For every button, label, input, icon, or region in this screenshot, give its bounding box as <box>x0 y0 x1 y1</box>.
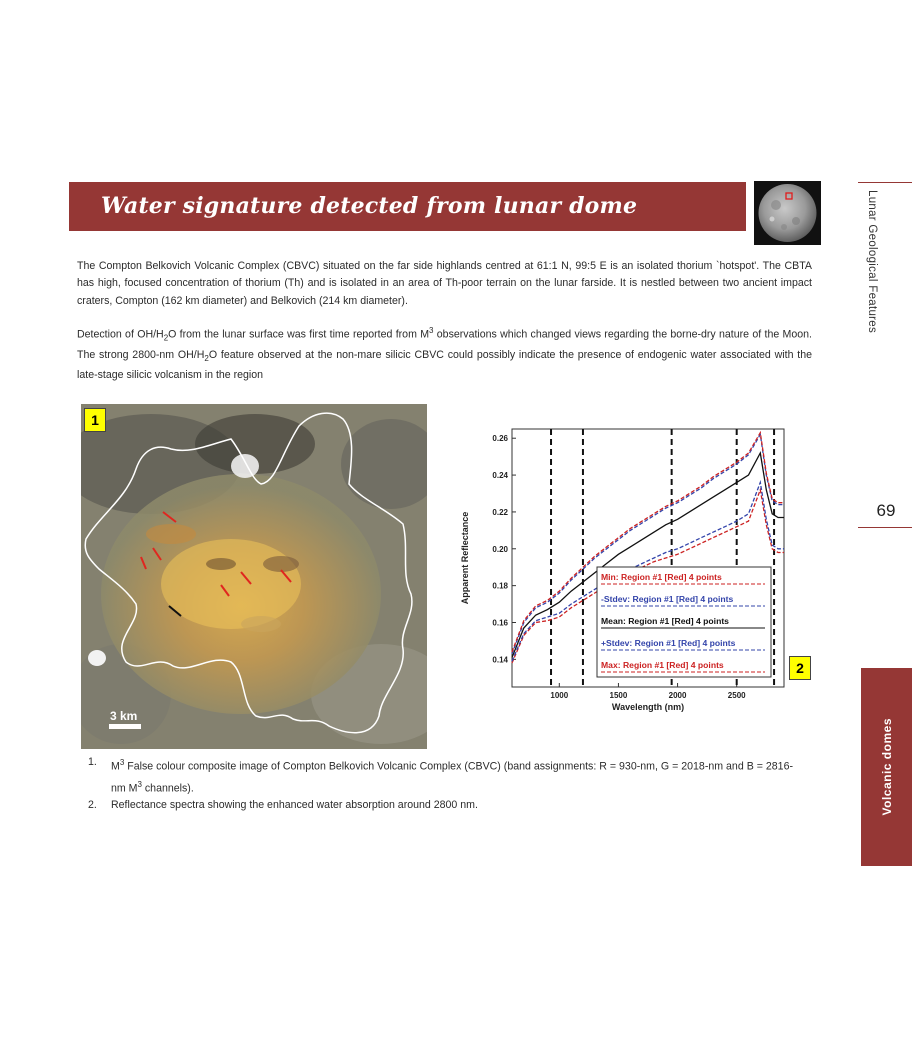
legend-group <box>597 567 771 677</box>
caption-1: 1. $M^3$ False colour composite image of Compton Belkovich Volcanic Complex (CBVC) (band assignments: R = 930-nm, G = 2018-nm and B = 2816-nm $M^3$ channels). <box>88 756 793 795</box>
paragraph-1: The Compton Belkovich Volcanic Complex (CBVC) situated on the far side highlands centred at 61:1 N, 99:5 E is an isolated thorium `hotspot'. The CBTA has high, focused concentration of thorium (Th) and is isolated in an area of Th-poor terrain on the lunar farside. It is nestled between two ancient impact craters, Compton (162 km diameter) and Belkovich (214 km diameter). <box>77 260 812 307</box>
y-tick-label: 0.16 <box>492 618 508 628</box>
figure-captions <box>88 754 793 814</box>
page-title: Water signature detected from lunar dome <box>101 193 638 219</box>
moon-crater <box>792 217 800 225</box>
feature-spot <box>241 616 281 632</box>
x-axis-label: Wavelength (nm) <box>611 702 685 712</box>
feature-spot <box>263 556 299 572</box>
page-number-rule <box>858 527 912 528</box>
scale-bar <box>109 724 141 729</box>
bright-crater <box>231 454 259 478</box>
legend-entry: Mean: Region #1 [Red] 4 points <box>601 616 729 626</box>
moon-locator-thumbnail <box>754 181 821 245</box>
feature-spot <box>206 558 236 570</box>
legend-entry: +Stdev: Region #1 [Red] 4 points <box>601 638 736 648</box>
spectra-chart-svg <box>456 419 786 719</box>
y-tick-label: 0.14 <box>492 655 508 665</box>
bright-core <box>161 539 301 629</box>
y-tick-label: 0.22 <box>492 507 508 517</box>
section-tab-label: Volcanic domes <box>879 718 894 816</box>
paragraph-2: Detection of $OH/H_2O$ from the lunar surface was first time reported from $M^3$ observations which changed views regarding the borne-dry nature of the Moon. The strong 2800-nm $OH/H_2O$ feature observed at the non-mare silicic CBVC could possibly indicate the presence of endogenic water associated with the late-stage silicic volcanism in the region <box>77 326 812 382</box>
x-tick-label: 1500 <box>609 691 628 700</box>
y-tick-label: 0.24 <box>492 471 508 481</box>
moon-crater <box>781 224 787 230</box>
side-rule-top <box>858 182 912 183</box>
moon-crater <box>771 200 781 210</box>
moon-locator-svg <box>754 181 821 245</box>
legend-entry: Min: Region #1 [Red] 4 points <box>601 572 722 582</box>
section-tab <box>861 668 912 866</box>
moon-crater <box>770 217 775 222</box>
y-tick-label: 0.18 <box>492 581 508 591</box>
legend-entry: -Stdev: Region #1 [Red] 4 points <box>601 594 734 604</box>
figure-1-false-colour-image <box>81 404 427 749</box>
legend-entry: Max: Region #1 [Red] 4 points <box>601 660 724 670</box>
title-bar <box>69 182 746 231</box>
figure-2-spectra-chart <box>456 419 804 719</box>
x-tick-label: 1000 <box>550 691 569 700</box>
false-colour-image-svg <box>81 404 427 749</box>
y-axis-label: Apparent Reflectance <box>460 511 470 605</box>
x-tick-label: 2500 <box>727 691 746 700</box>
scale-label: 3 km <box>110 709 138 723</box>
x-tick-label: 2000 <box>668 691 687 700</box>
figure-2-badge: 2 <box>789 656 811 680</box>
feature-spot <box>146 524 196 544</box>
figure-1-badge: 1 <box>84 408 106 432</box>
page-number: 69 <box>876 501 896 520</box>
y-tick-label: 0.26 <box>492 434 508 444</box>
section-title-vertical: Lunar Geological Features <box>866 190 878 334</box>
caption-2: 2. Reflectance spectra showing the enhanced water absorption around 2800 nm. <box>88 799 478 812</box>
y-tick-label: 0.20 <box>492 544 508 554</box>
bright-crater <box>88 650 106 666</box>
